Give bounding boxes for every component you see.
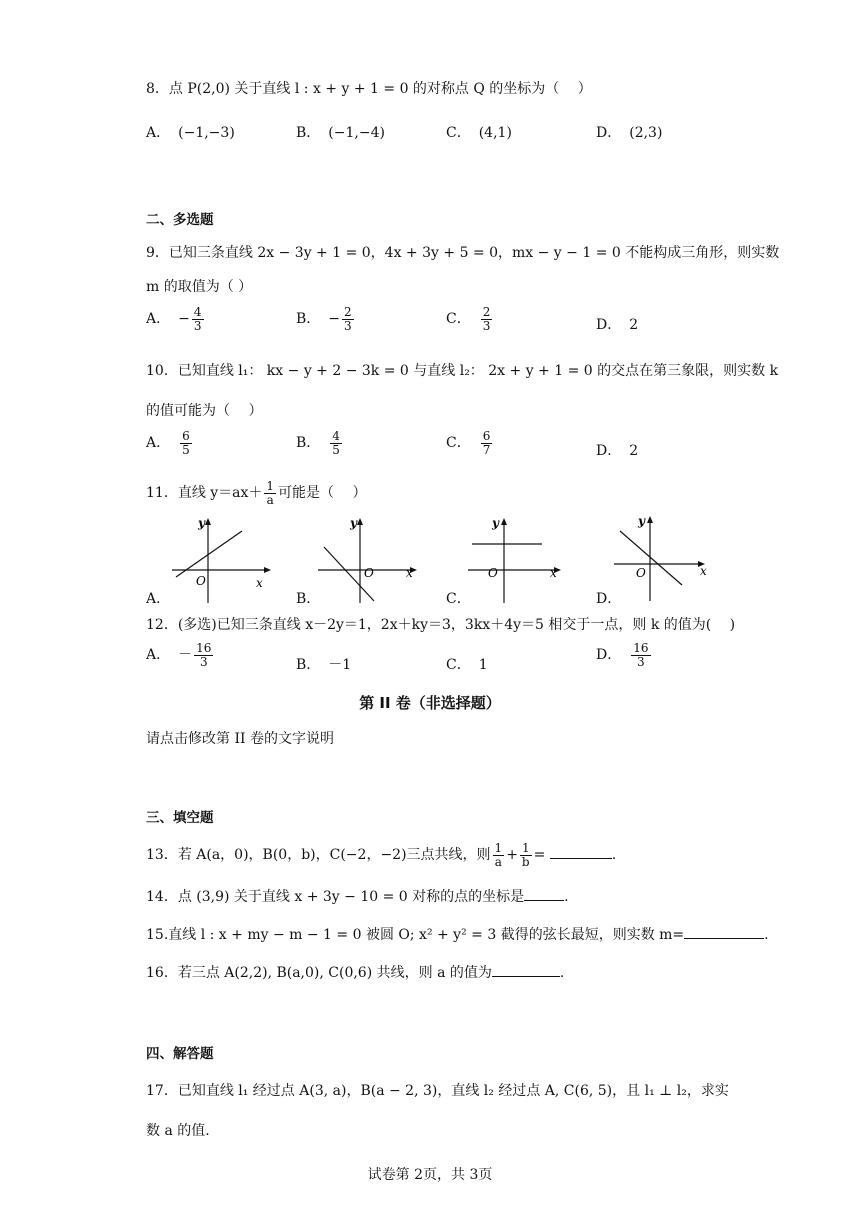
question-12-options xyxy=(0,642,860,672)
option-b: B． − $\frac{2}{3}$ xyxy=(296,305,352,333)
graph-line xyxy=(620,531,682,585)
option-c: C． $\frac{2}{3}$ xyxy=(446,305,491,333)
question-13-text: 13．若 A(a，0)，B(0，b)，C(−2，−2)三点共线，则 $\frac{1}{a}$ + $\frac{1}{b}$ = . xyxy=(146,841,617,869)
fraction: $\frac{1}{b}$ xyxy=(521,841,530,869)
y-axis-arrow xyxy=(647,516,653,523)
question-14-text: 14．点 (3,9) 关于直线 x + 3y − 10 = 0 对称的点的坐标是 . xyxy=(146,886,569,906)
option-d: D． $\frac{16}{3}$ xyxy=(596,641,649,669)
fraction: $\frac{2}{3}$ xyxy=(344,305,352,333)
fraction: $\frac{16}{3}$ xyxy=(633,641,649,669)
part-2-note: 请点击修改第 II 卷的文字说明 xyxy=(146,731,334,747)
question-15-text: 15.直线 l : x + my − m − 1 = 0 被圆 O; x² + y² = 3 截得的弦长最短，则实数 m= . xyxy=(146,924,769,944)
part-2-title: 第 II 卷（非选择题） xyxy=(359,694,501,712)
x-axis-label: x xyxy=(406,566,413,580)
option-d-label: D． xyxy=(596,591,622,607)
answer-blank[interactable] xyxy=(684,924,764,939)
fraction: $\frac{6}{7}$ xyxy=(482,429,491,457)
origin-label: O xyxy=(488,566,498,580)
option-d: D． 2 xyxy=(596,443,639,459)
y-axis-label: y xyxy=(638,514,645,528)
y-axis-arrow xyxy=(205,518,211,525)
option-d: D． 2 xyxy=(596,317,639,333)
answer-blank[interactable] xyxy=(492,962,560,977)
question-17-line1: 17．已知直线 l₁ 经过点 A(3, a)，B(a − 2, 3)，直线 l₂ 经过点 A, C(6, 5)，且 l₁ ⊥ l₂，求实 xyxy=(146,1083,729,1099)
question-8-options xyxy=(0,122,860,152)
option-c: C． $\frac{6}{7}$ xyxy=(446,429,491,457)
fraction: $\frac{6}{5}$ xyxy=(182,429,190,457)
question-17-line2: 数 a 的值. xyxy=(146,1123,210,1139)
section-heading-solutions: 四、解答题 xyxy=(146,1046,214,1062)
fraction: $\frac{2}{3}$ xyxy=(482,305,491,333)
question-16-text: 16．若三点 A(2,2), B(a,0), C(0,6) 共线，则 a 的值为 . xyxy=(146,962,564,982)
fraction: $\frac{1}{a}$ xyxy=(494,841,503,869)
question-11-text: 11．直线 y＝ax＋ $\frac{1}{a}$ 可能是（ ） xyxy=(146,479,367,507)
x-axis-label: x xyxy=(550,566,557,580)
y-axis-label: y xyxy=(198,516,205,530)
answer-blank[interactable] xyxy=(550,844,612,859)
option-c-label: C． xyxy=(446,591,471,607)
question-9-line1: 9．已知三条直线 2x − 3y + 1 = 0，4x + 3y + 5 = 0，mx − y − 1 = 0 不能构成三角形，则实数 xyxy=(146,245,780,261)
question-8-text: 8．点 P(2,0) 关于直线 l : x + y + 1 = 0 的对称点 Q 的坐标为（ ） xyxy=(146,81,592,97)
x-axis-arrow xyxy=(264,567,271,573)
fraction: $\frac{4}{3}$ xyxy=(193,305,202,333)
question-10-line2: 的值可能为（ ） xyxy=(146,403,263,419)
option-b: B． －1 xyxy=(296,657,352,673)
question-10-line1: 10．已知直线 l₁： kx − y + 2 − 3k = 0 与直线 l₂： 2x + y + 1 = 0 的交点在第三象限，则实数 k xyxy=(146,363,779,379)
page-footer: 试卷第 2页，共 3页 xyxy=(367,1167,493,1183)
fraction: $\frac{4}{5}$ xyxy=(332,429,340,457)
origin-label: O xyxy=(364,566,374,580)
question-9-line2: m 的取值为（ ） xyxy=(146,279,253,295)
x-axis-label: x xyxy=(700,564,707,578)
question-9-options xyxy=(0,306,860,336)
section-heading-multiple-choice: 二、多选题 xyxy=(146,212,214,228)
y-axis-arrow xyxy=(357,518,363,525)
section-heading-fill-in: 三、填空题 xyxy=(146,810,214,826)
origin-label: O xyxy=(636,566,646,580)
option-d: D． (2,3) xyxy=(596,125,663,141)
option-a: A． − $\frac{4}{3}$ xyxy=(146,305,202,333)
option-a: A． (−1,−3) xyxy=(146,125,235,141)
option-a-label: A． xyxy=(146,591,171,607)
question-12-text: 12．(多选)已知三条直线 x－2y＝1，2x＋ky＝3，3kx＋4y＝5 相交于一点，则 k 的值为( ) xyxy=(146,617,736,633)
option-b: B． (−1,−4) xyxy=(296,125,385,141)
fraction: $\frac{16}{3}$ xyxy=(196,641,212,669)
option-c: C． (4,1) xyxy=(446,125,512,141)
question-10-options xyxy=(0,430,860,460)
option-c: C． 1 xyxy=(446,657,488,673)
option-a: A． $\frac{6}{5}$ xyxy=(146,429,190,457)
x-axis-label: x xyxy=(256,576,263,590)
y-axis-label: y xyxy=(350,516,357,530)
answer-blank[interactable] xyxy=(524,886,564,901)
option-a: A． － $\frac{16}{3}$ xyxy=(146,641,212,669)
origin-label: O xyxy=(196,574,206,588)
fraction: $\frac{1}{a}$ xyxy=(266,479,275,507)
option-b: B． $\frac{4}{5}$ xyxy=(296,429,340,457)
option-b-label: B． xyxy=(296,591,321,607)
y-axis-arrow xyxy=(501,518,507,525)
y-axis-label: y xyxy=(492,516,499,530)
